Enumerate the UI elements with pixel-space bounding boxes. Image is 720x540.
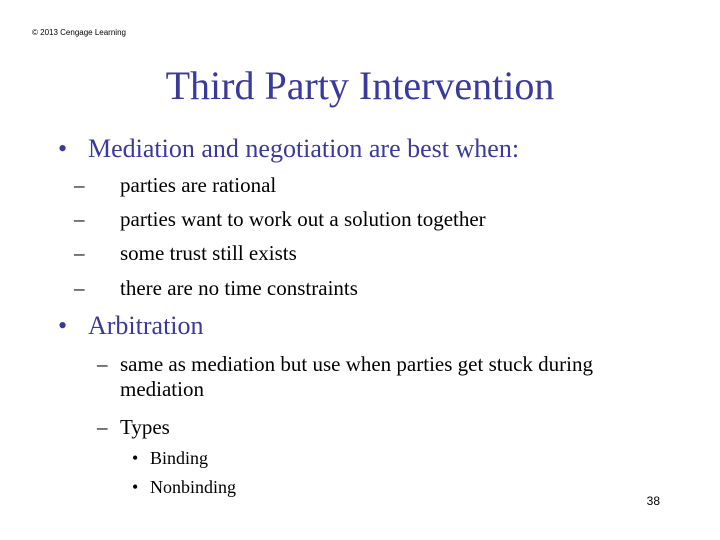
sub-bullet <box>74 173 674 198</box>
bullet-arbitration <box>58 311 678 341</box>
sub-sub-bullet-text: Binding <box>150 448 209 468</box>
sub-sub-bullet <box>132 476 632 498</box>
sub-bullet-text: Types <box>120 415 170 439</box>
sub-bullet <box>74 276 674 301</box>
sub-bullet-text: there are no time constraints <box>120 276 358 300</box>
dash-marker: – <box>74 241 85 265</box>
copyright-notice: © 2013 Cengage Learning <box>32 28 126 37</box>
sub-bullet-text: parties want to work out a solution together <box>120 207 486 231</box>
sub-bullet <box>97 352 677 402</box>
dash-marker: – <box>74 276 85 300</box>
bullet-text: Mediation and negotiation are best when: <box>88 134 520 163</box>
sub-bullet <box>74 207 674 232</box>
dash-marker: – <box>97 415 108 439</box>
dash-marker: – <box>74 173 85 197</box>
dash-marker: – <box>74 207 85 231</box>
sub-sub-bullet <box>132 447 632 469</box>
slide-title: Third Party Intervention <box>165 63 555 108</box>
dot-marker: • <box>132 448 139 468</box>
dash-marker: – <box>97 352 108 376</box>
bullet-mediation <box>58 134 678 164</box>
sub-bullet-text: some trust still exists <box>120 241 297 265</box>
bullet-marker: • <box>58 311 68 340</box>
bullet-text: Arbitration <box>88 311 204 340</box>
sub-bullet-text: same as mediation but use when parties get stuck during mediation <box>120 352 593 401</box>
sub-bullet-text: parties are rational <box>120 173 277 197</box>
sub-sub-bullet-text: Nonbinding <box>150 477 237 497</box>
dot-marker: • <box>132 477 139 497</box>
page-number: 38 <box>646 494 660 508</box>
sub-bullet <box>74 241 674 266</box>
bullet-marker: • <box>58 134 68 163</box>
sub-bullet <box>97 415 677 440</box>
